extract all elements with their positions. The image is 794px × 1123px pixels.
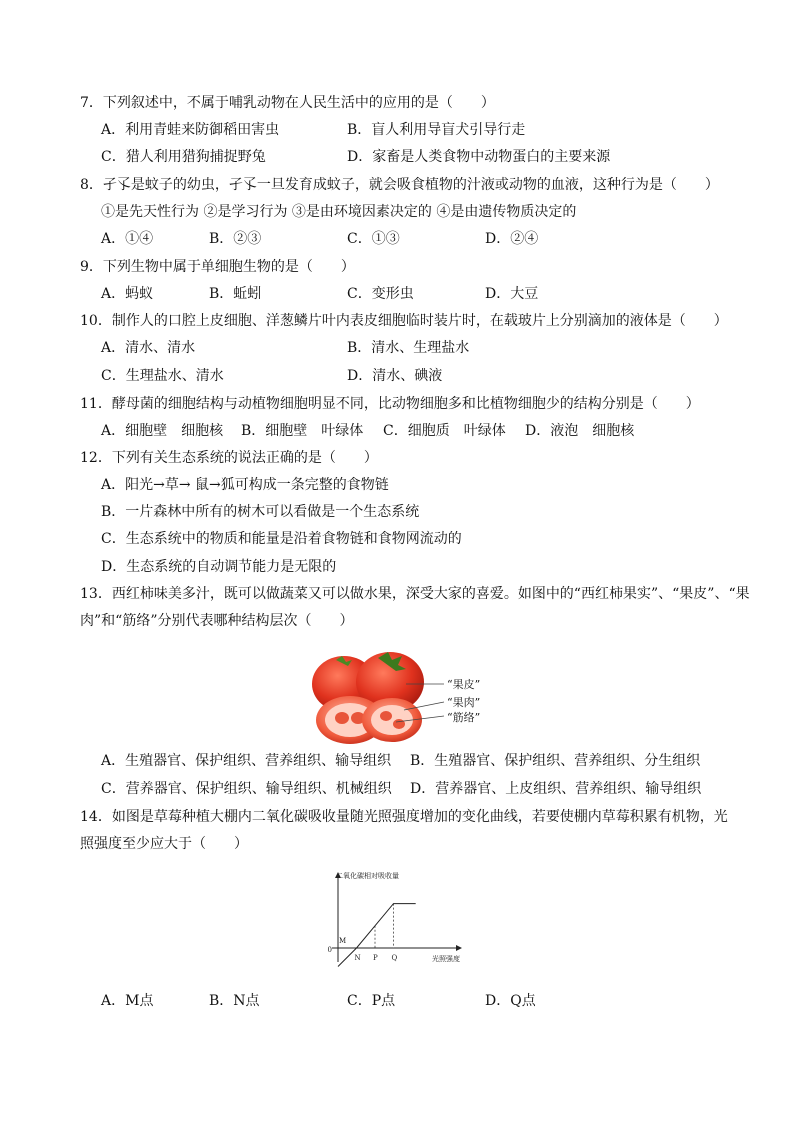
q13-option-a: A．生殖器官、保护组织、营养组织、输导组织 xyxy=(101,753,392,769)
q10-option-a: A．清水、清水 xyxy=(101,340,196,356)
q14-stem-line1: 14．如图是草莓种植大棚内二氧化碳吸收量随光照强度增加的变化曲线，若要使棚内草莓积累有机物，光 xyxy=(80,809,728,825)
q7-stem: 7．下列叙述中，不属于哺乳动物在人民生活中的应用的是（ ） xyxy=(80,95,495,111)
q8-option-d: D．②④ xyxy=(485,231,539,247)
chart-axes xyxy=(332,872,462,962)
q13-option-d: D．营养器官、上皮组织、营养组织、输导组织 xyxy=(410,781,702,797)
q12-option-d: D．生态系统的自动调节能力是无限的 xyxy=(101,559,337,575)
q7-option-a: A．利用青蛙来防御稻田害虫 xyxy=(101,122,280,138)
q13-stem-line2: 肉”和“筋络”分别代表哪种结构层次（ ） xyxy=(80,613,354,629)
point-label-p: P xyxy=(373,954,378,962)
x-axis-arrow xyxy=(456,945,462,951)
origin-label: 0 xyxy=(327,946,332,954)
q8-option-c: C．①③ xyxy=(347,231,400,247)
q13-option-c: C．营养器官、保护组织、输导组织、机械组织 xyxy=(101,781,392,797)
q11-option-b: B．细胞壁 叶绿体 xyxy=(241,423,364,439)
q8-stem: 8．孑孓是蚊子的幼虫，孑孓一旦发育成蚊子，就会吸食植物的汁液或动物的血液，这种行为是（ ） xyxy=(80,177,719,193)
q12-stem: 12．下列有关生态系统的说法正确的是（ ） xyxy=(80,450,378,466)
q12-option-a: A．阳光→草→ 鼠→狐可构成一条完整的食物链 xyxy=(101,477,389,493)
label-peel: “果皮” xyxy=(447,678,481,691)
q8-option-b: B．②③ xyxy=(209,231,262,247)
point-label-q: Q xyxy=(391,954,398,962)
x-axis-label: 光照强度 xyxy=(432,955,460,963)
chart-guides xyxy=(375,904,394,948)
label-flesh: “果肉” xyxy=(447,696,481,709)
q14-option-a: A．M点 xyxy=(101,993,154,1009)
co2-chart-svg xyxy=(322,866,472,972)
q9-option-a: A．蚂蚁 xyxy=(101,286,154,302)
q11-option-a: A．细胞壁 细胞核 xyxy=(101,423,224,439)
q7-option-c: C．猎人利用猎狗捕捉野兔 xyxy=(101,149,266,165)
q10-stem: 10．制作人的口腔上皮细胞、洋葱鳞片叶内表皮细胞临时装片时，在载玻片上分别滴加的液体是（ ） xyxy=(80,313,728,329)
y-axis-label: 二氧化碳相对吸收量 xyxy=(336,872,399,880)
q9-stem: 9．下列生物中属于单细胞生物的是（ ） xyxy=(80,259,355,275)
q10-option-d: D．清水、碘液 xyxy=(347,368,443,384)
point-label-m: M xyxy=(339,937,347,945)
q14-option-d: D．Q点 xyxy=(485,993,536,1009)
co2-chart xyxy=(322,866,472,976)
q11-option-c: C．细胞质 叶绿体 xyxy=(383,423,506,439)
q7-option-d: D．家畜是人类食物中动物蛋白的主要来源 xyxy=(347,149,611,165)
point-label-n: N xyxy=(354,954,361,962)
q10-option-c: C．生理盐水、清水 xyxy=(101,368,224,384)
q7-option-b: B．盲人利用导盲犬引导行走 xyxy=(347,122,526,138)
q12-option-c: C．生态系统中的物质和能量是沿着食物链和食物网流动的 xyxy=(101,531,462,547)
q10-option-b: B．清水、生理盐水 xyxy=(347,340,470,356)
q9-option-d: D．大豆 xyxy=(485,286,539,302)
q12-option-b: B．一片森林中所有的树木可以看做是一个生态系统 xyxy=(101,504,420,520)
q14-option-b: B．N点 xyxy=(209,993,260,1009)
q9-option-c: C．变形虫 xyxy=(347,286,414,302)
q8-note: ①是先天性行为 ②是学习行为 ③是由环境因素决定的 ④是由遗传物质决定的 xyxy=(101,204,577,220)
q9-option-b: B．蚯蚓 xyxy=(209,286,262,302)
q14-option-c: C．P点 xyxy=(347,993,396,1009)
q14-stem-line2: 照强度至少应大于（ ） xyxy=(80,836,248,852)
q13-option-b: B．生殖器官、保护组织、营养组织、分生组织 xyxy=(410,753,701,769)
q8-option-a: A．①④ xyxy=(101,231,154,247)
q11-stem: 11．酵母菌的细胞结构与动植物细胞明显不同，比动物细胞多和比植物细胞少的结构分别是（ ） xyxy=(80,396,700,412)
label-vein: “筋络” xyxy=(447,711,481,724)
q13-stem-line1: 13．西红柿味美多汁，既可以做蔬菜又可以做水果，深受大家的喜爱。如图中的“西红柿果实”、“果皮”、“果 xyxy=(80,586,750,602)
q11-option-d: D．液泡 细胞核 xyxy=(525,423,635,439)
